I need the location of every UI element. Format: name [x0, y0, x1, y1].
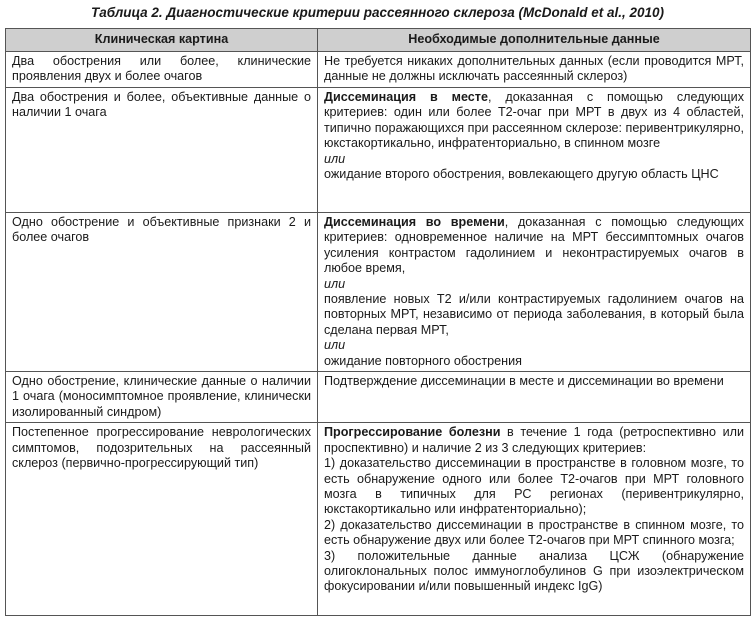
additional-line: [324, 90, 744, 152]
additional-line: Подтверждение диссеминации в месте и диссеминации во времени: [324, 374, 724, 389]
line-text: , доказанная с помощью следующих критериев: один или более Т2-очаг при МРТ в двух из 4 областей, типично поражающихся при рассеянном склерозе: перивентрикулярно, юкстакортикально, инфратенториально, в спинном мозге: [324, 90, 744, 151]
line-text: , доказанная с помощью следующих критериев: одновременное наличие на МРТ бессимптомных очагов усиления контрастом гадолинием и неконтрастируемых очагов в любое время,: [324, 215, 744, 276]
additional-cell: [318, 372, 751, 423]
table-row: [6, 213, 751, 372]
bold-term: Диссеминация в месте: [324, 90, 488, 104]
table-row: [6, 88, 751, 213]
or-separator: или: [324, 338, 346, 353]
additional-cell: [318, 52, 751, 88]
table-header-row: [6, 29, 751, 52]
additional-cell: [318, 213, 751, 372]
clinical-cell: Два обострения и более, объективные данные о наличии 1 очага: [6, 88, 318, 213]
table-row: [6, 372, 751, 423]
line-text: в течение 1 года (ретроспективно или проспективно) и наличие 2 из 3 следующих критериев:: [324, 425, 744, 455]
or-separator: или: [324, 151, 346, 166]
criterion-item: 2) доказательство диссеминации в пространстве в спинном мозге, то есть обнаружение двух или более Т2-очагов при МРТ спинного мозга;: [324, 517, 744, 548]
bold-term: Диссеминация во времени: [324, 215, 505, 229]
criteria-table: [5, 28, 751, 616]
additional-line: [324, 215, 744, 277]
additional-line: ожидание повторного обострения: [324, 353, 522, 368]
column-header-clinical: Клиническая картина: [6, 29, 318, 52]
clinical-cell: Постепенное прогрессирование неврологических симптомов, подозрительных на рассеянный склероз (первично-прогрессирующий тип): [6, 423, 318, 616]
or-separator: или: [324, 276, 346, 291]
clinical-cell: Одно обострение и объективные признаки 2 и более очагов: [6, 213, 318, 372]
bold-term: Прогрессирование болезни: [324, 425, 501, 440]
additional-line: ожидание второго обострения, вовлекающего другую область ЦНС: [324, 167, 719, 182]
table-row: [6, 423, 751, 616]
clinical-cell: Два обострения или более, клинические проявления двух и более очагов: [6, 52, 318, 88]
additional-line: появление новых Т2 и/или контрастируемых гадолинием очагов на повторных МРТ, независимо от периода заболевания, в который была сделана первая МРТ,: [324, 292, 744, 337]
additional-cell: [318, 88, 751, 213]
criterion-item: 3) положительные данные анализа ЦСЖ (обнаружение олигоклональных полос иммуноглобулинов G при изоэлектрическом фокусировании и/или повышенный индекс IgG): [324, 548, 744, 594]
additional-line: [324, 425, 744, 456]
table-caption: Таблица 2. Диагностические критерии рассеянного склероза (McDonald et al., 2010): [90, 5, 665, 20]
clinical-cell: Одно обострение, клинические данные о наличии 1 очага (моносимптомное проявление, клинически изолированный синдром): [6, 372, 318, 423]
additional-line: Не требуется никаких дополнительных данных (если проводится МРТ, данные не должны исключать рассеянный склероз): [324, 54, 744, 84]
column-header-additional: Необходимые дополнительные данные: [318, 29, 751, 52]
criterion-item: 1) доказательство диссеминации в пространстве в головном мозге, то есть обнаружение одного или более Т2-очагов при МРТ головного мозга в типичных для РС регионах (перивентрикулярно, юкстакортикально или инфратенториально);: [324, 456, 744, 517]
additional-cell: [318, 423, 751, 616]
table-row: [6, 52, 751, 88]
